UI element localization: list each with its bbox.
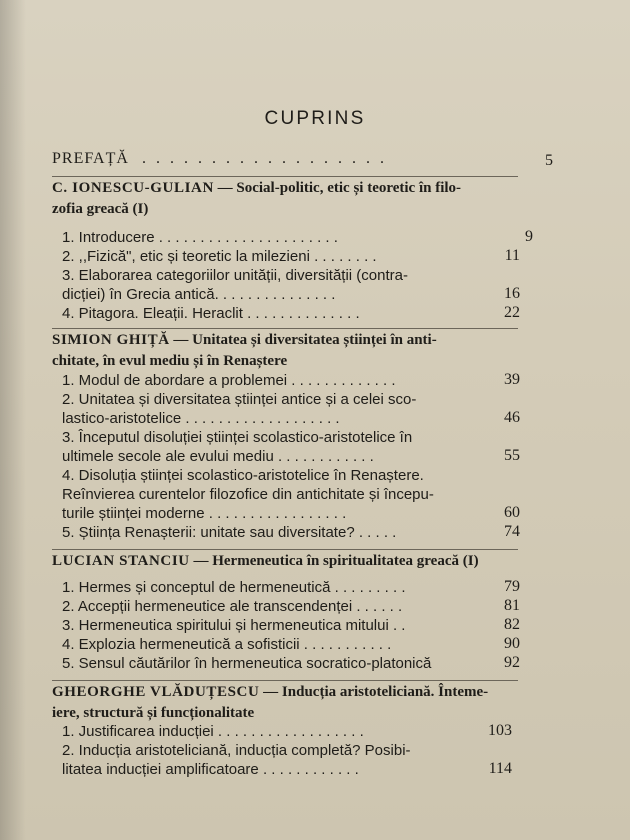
section-heading-4: [52, 682, 522, 724]
section-author: GHEORGHE VLĂDUȚESCU: [52, 684, 260, 700]
divider: [52, 680, 518, 681]
toc-page-number: 103: [488, 722, 512, 739]
toc-entry-line: dicției) în Grecia antică. . . . . . . . . . . . . . .: [62, 286, 336, 303]
section-title-line1: — Hermeneutica în spiritualitatea greacă (I): [189, 553, 479, 569]
toc-page-number: 92: [504, 654, 520, 671]
preface-dots: . . . . . . . . . . . . . . . . . .: [141, 150, 387, 167]
toc-entry-line: 4. Disoluția științei scolastico-aristotelice în Renaștere.: [62, 467, 424, 484]
section-heading-2: [52, 330, 522, 372]
preface-page: 5: [545, 152, 553, 169]
section-title-line2: iere, structură și funcționalitate: [52, 705, 255, 721]
section-title-line2: chitate, în evul mediu și în Renaștere: [52, 353, 288, 369]
toc-page-number: 114: [488, 760, 512, 777]
divider: [52, 328, 518, 329]
preface-label: PREFAȚĂ: [52, 150, 129, 167]
section-author: LUCIAN STANCIU: [52, 553, 190, 569]
toc-entry-line: ultimele secole ale evului mediu . . . . . . . . . . . .: [62, 448, 374, 465]
toc-entry-line: lastico-aristotelice . . . . . . . . . . . . . . . . . . .: [62, 410, 340, 427]
toc-page-number: 82: [504, 616, 520, 633]
toc-page-number: 46: [504, 409, 520, 426]
toc-page-number: 90: [504, 635, 520, 652]
toc-entry-line: 3. Elaborarea categoriilor unității, diversității (contra-: [62, 267, 408, 284]
toc-entry-line: Reînvierea curentelor filozofice din antichitate și începu-: [62, 486, 434, 503]
toc-page-number: 11: [504, 247, 520, 264]
toc-page-number: 60: [504, 504, 520, 521]
toc-entry-line: 4. Explozia hermeneutică a sofisticii . . . . . . . . . . .: [62, 636, 392, 653]
toc-page-number: 55: [504, 447, 520, 464]
toc-page-number: 9: [525, 228, 533, 245]
toc-entry-line: turile științei moderne . . . . . . . . . . . . . . . . .: [62, 505, 347, 522]
toc-entry-line: 2. ,,Fizică", etic și teoretic la milezieni . . . . . . . .: [62, 248, 377, 265]
section-title-line1: — Inducția aristoteliciană. Înteme-: [259, 684, 489, 700]
toc-page-number: 39: [504, 371, 520, 388]
preface-entry: [52, 150, 387, 168]
toc-entry-line: 4. Pitagora. Eleații. Heraclit . . . . . . . . . . . . . .: [62, 305, 360, 322]
toc-entry-line: 1. Justificarea inducției . . . . . . . . . . . . . . . . . .: [62, 723, 364, 740]
section-heading-1: [52, 178, 522, 220]
toc-entry-line: 1. Introducere . . . . . . . . . . . . . . . . . . . . . .: [62, 229, 338, 246]
toc-entry-line: 2. Accepții hermeneutice ale transcendenței . . . . . .: [62, 598, 403, 615]
toc-page-number: 16: [504, 285, 520, 302]
divider: [52, 176, 518, 177]
section-author: SIMION GHIȚĂ: [52, 332, 170, 348]
section-heading-3: [52, 551, 522, 572]
toc-page-number: 81: [504, 597, 520, 614]
toc-entry-line: 5. Știința Renașterii: unitate sau diversitate? . . . . .: [62, 524, 397, 541]
toc-entry-line: 5. Sensul căutărilor în hermeneutica socratico-platonică: [62, 655, 432, 672]
toc-entry-line: 1. Modul de abordare a problemei . . . . . . . . . . . . .: [62, 372, 396, 389]
divider: [52, 549, 518, 550]
toc-entry-line: 1. Hermes și conceptul de hermeneutică . . . . . . . . .: [62, 579, 406, 596]
section-title-line1: — Unitatea și diversitatea științei în anti-: [169, 332, 437, 348]
toc-entry-line: 2. Unitatea și diversitatea științei antice și a celei sco-: [62, 391, 417, 408]
toc-entry-line: litatea inducției amplificatoare . . . . . . . . . . . .: [62, 761, 359, 778]
toc-entry-line: 2. Inducția aristoteliciană, inducția completă? Posibi-: [62, 742, 411, 759]
page-title: CUPRINS: [264, 108, 366, 129]
toc-entry-line: 3. Hermeneutica spiritului și hermeneutica mitului . .: [62, 617, 406, 634]
toc-entry-line: 3. Începutul disoluției științei scolastico-aristotelice în: [62, 429, 413, 446]
toc-page-number: 79: [504, 578, 520, 595]
section-author: C. IONESCU-GULIAN: [52, 180, 214, 196]
toc-page-number: 74: [504, 523, 520, 540]
toc-page-number: 22: [504, 304, 520, 321]
section-title-line1: — Social-politic, etic și teoretic în filo-: [213, 180, 462, 196]
section-title-line2: zofia greacă (I): [52, 201, 149, 217]
